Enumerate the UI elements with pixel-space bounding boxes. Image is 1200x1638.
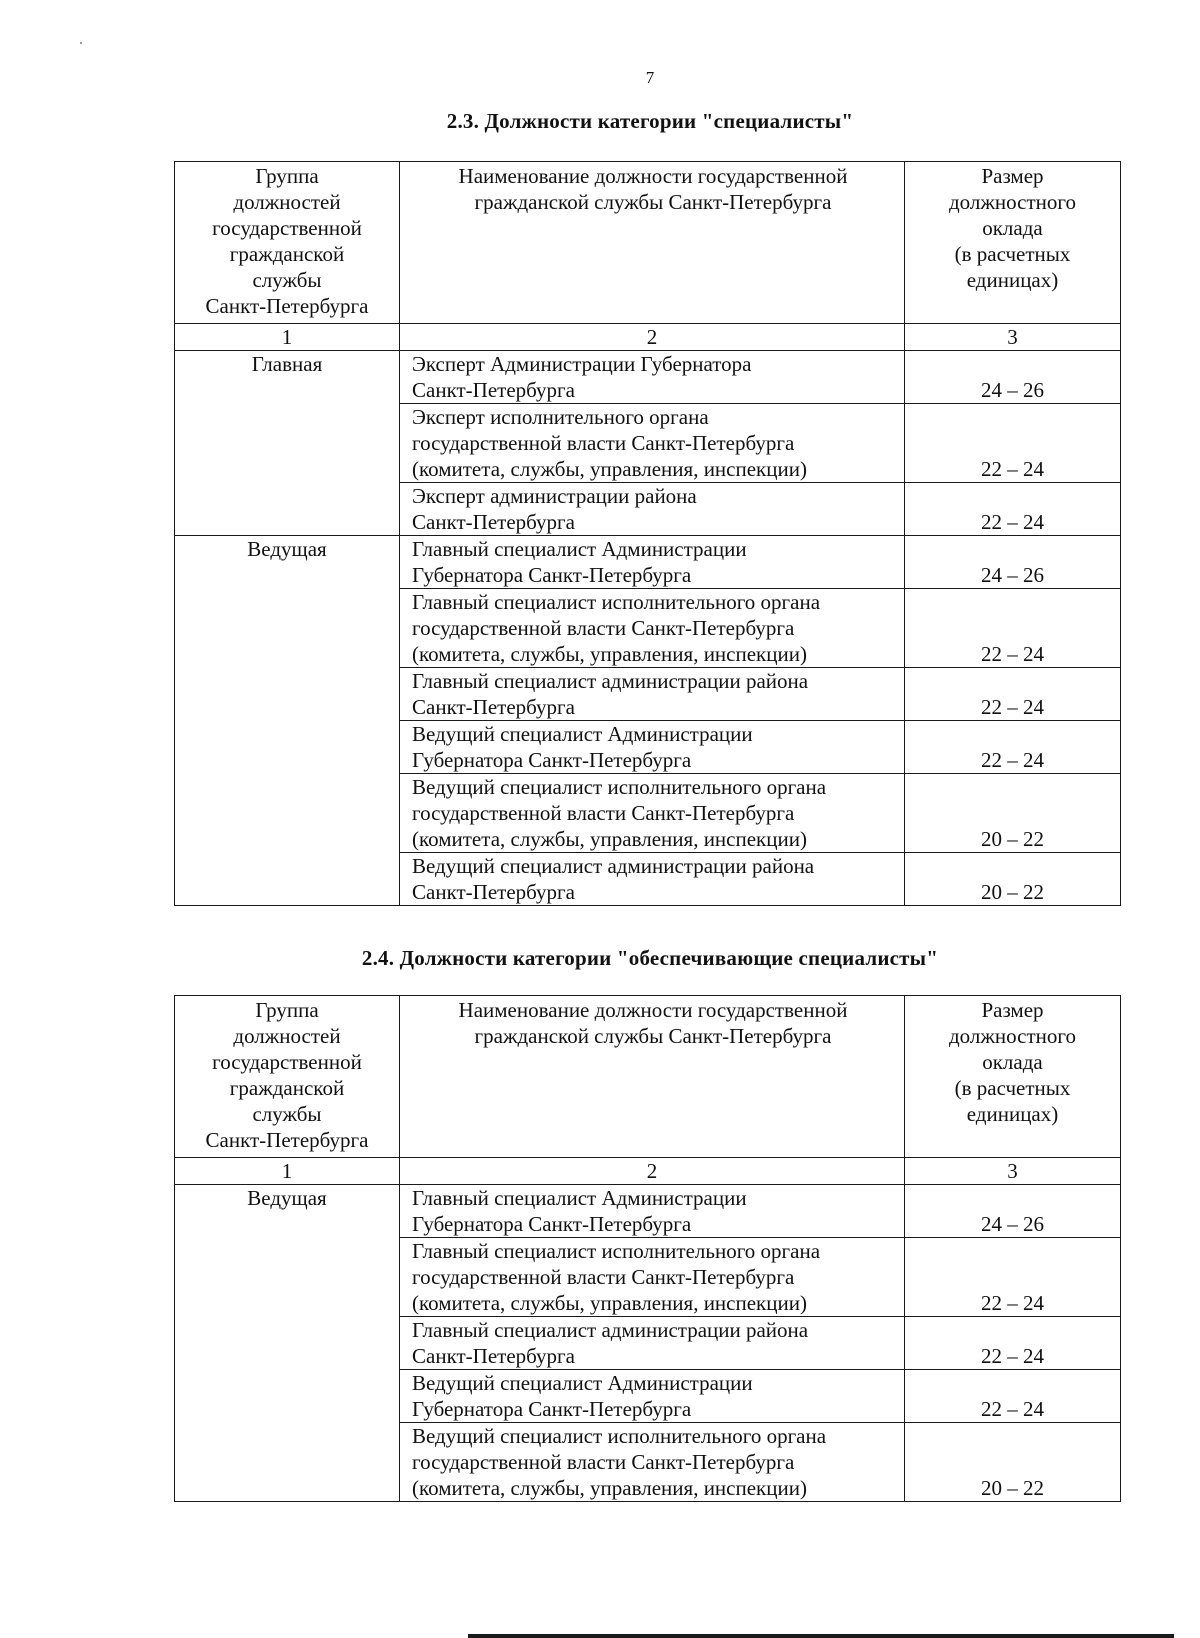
- cell-text-line: государственной власти Санкт-Петербурга: [412, 1265, 795, 1289]
- cell-text-line: (комитета, службы, управления, инспекции): [412, 1476, 807, 1500]
- table-row: [175, 351, 1121, 404]
- position-name-cell: [400, 351, 905, 404]
- cell-text-line: Ведущий специалист исполнительного органа: [412, 1424, 827, 1448]
- group-continuation-cell: [175, 721, 400, 774]
- cell-text-line: государственной власти Санкт-Петербурга: [412, 616, 795, 640]
- cell-text-line: Санкт-Петербурга: [412, 695, 575, 719]
- cell-text-line: Санкт-Петербурга: [412, 510, 575, 534]
- salary-range-cell: 22 – 24: [905, 721, 1121, 774]
- positions-table-support-specialists: [174, 995, 1121, 1502]
- salary-range-cell: 24 – 26: [905, 536, 1121, 589]
- cell-text-line: Эксперт исполнительного органа: [412, 405, 709, 429]
- cell-text-line: Санкт-Петербурга: [205, 294, 369, 318]
- salary-range-cell: 22 – 24: [905, 1238, 1121, 1317]
- cell-text-line: Санкт-Петербурга: [412, 1344, 575, 1368]
- cell-text-line: Главный специалист исполнительного органа: [412, 1239, 821, 1263]
- cell-text-line: (комитета, службы, управления, инспекции): [412, 642, 807, 666]
- page-bottom-rule: [468, 1634, 1174, 1638]
- header-group-cell: [175, 162, 400, 324]
- cell-text-line: должностного: [949, 1024, 1076, 1048]
- cell-text-line: Ведущий специалист администрации района: [412, 854, 815, 878]
- column-number-cell: 1: [175, 324, 400, 351]
- cell-text-line: Главный специалист администрации района: [412, 669, 809, 693]
- position-name-cell: [400, 589, 905, 668]
- cell-text-line: государственной власти Санкт-Петербурга: [412, 431, 795, 455]
- group-label-cell: Ведущая: [175, 1185, 400, 1238]
- cell-text-line: службы: [252, 268, 322, 292]
- table-row: [175, 483, 1121, 536]
- cell-text-line: гражданской службы Санкт-Петербурга: [474, 1024, 832, 1048]
- cell-text-line: Ведущий специалист Администрации: [412, 722, 753, 746]
- header-value-cell: [905, 996, 1121, 1158]
- group-continuation-cell: [175, 1238, 400, 1317]
- cell-text-line: службы: [252, 1102, 322, 1126]
- position-name-cell: [400, 668, 905, 721]
- cell-text-line: Санкт-Петербурга: [412, 880, 575, 904]
- cell-text-line: Главный специалист администрации района: [412, 1318, 809, 1342]
- cell-text-line: должностного: [949, 190, 1076, 214]
- group-continuation-cell: [175, 404, 400, 483]
- section-title-specialists: 2.3. Должности категории "специалисты": [446, 109, 854, 133]
- group-continuation-cell: [175, 853, 400, 906]
- cell-text-line: (в расчетных: [954, 1076, 1071, 1100]
- table-header-row: [175, 996, 1121, 1158]
- cell-text-line: государственной власти Санкт-Петербурга: [412, 1450, 795, 1474]
- section-title-support-specialists: 2.4. Должности категории "обеспечивающие специалисты": [361, 946, 939, 970]
- group-continuation-cell: [175, 589, 400, 668]
- scan-artifact: [80, 42, 82, 44]
- column-number-cell: 2: [400, 324, 905, 351]
- cell-text-line: Главный специалист Администрации: [412, 1186, 747, 1210]
- table-row: [175, 774, 1121, 853]
- salary-range-cell: 22 – 24: [905, 483, 1121, 536]
- cell-text-line: (в расчетных: [954, 242, 1071, 266]
- cell-text-line: Размер: [981, 998, 1044, 1022]
- position-name-cell: [400, 853, 905, 906]
- salary-range-cell: 20 – 22: [905, 1423, 1121, 1502]
- cell-text-line: Размер: [981, 164, 1044, 188]
- cell-text-line: (комитета, службы, управления, инспекции): [412, 1291, 807, 1315]
- column-number-row: [175, 324, 1121, 351]
- header-group-cell: [175, 996, 400, 1158]
- column-number-cell: 2: [400, 1158, 905, 1185]
- page-number: 7: [645, 68, 655, 87]
- cell-text-line: Главный специалист исполнительного органа: [412, 590, 821, 614]
- salary-range-cell: 22 – 24: [905, 668, 1121, 721]
- table-row: [175, 1238, 1121, 1317]
- position-name-cell: [400, 1423, 905, 1502]
- table-row: [175, 853, 1121, 906]
- cell-text-line: Наименование должности государственной: [458, 164, 848, 188]
- group-continuation-cell: [175, 1423, 400, 1502]
- cell-text-line: Главный специалист Администрации: [412, 537, 747, 561]
- position-name-cell: [400, 1185, 905, 1238]
- salary-range-cell: 22 – 24: [905, 404, 1121, 483]
- table-row: [175, 1370, 1121, 1423]
- cell-text-line: Группа: [255, 164, 319, 188]
- cell-text-line: Эксперт администрации района: [412, 484, 697, 508]
- cell-text-line: гражданской: [229, 1076, 345, 1100]
- cell-text-line: единицах): [966, 1102, 1059, 1126]
- cell-text-line: Губернатора Санкт-Петербурга: [412, 1397, 692, 1421]
- cell-text-line: Ведущий специалист Администрации: [412, 1371, 753, 1395]
- cell-text-line: должностей: [233, 190, 341, 214]
- group-continuation-cell: [175, 483, 400, 536]
- table-row: [175, 721, 1121, 774]
- salary-range-cell: 24 – 26: [905, 351, 1121, 404]
- column-number-cell: 3: [905, 1158, 1121, 1185]
- table-row: [175, 1317, 1121, 1370]
- table-row: [175, 1423, 1121, 1502]
- cell-text-line: оклада: [982, 1050, 1043, 1074]
- group-label-cell: Главная: [175, 351, 400, 404]
- cell-text-line: Санкт-Петербурга: [412, 378, 575, 402]
- cell-text-line: государственной: [212, 216, 362, 240]
- cell-text-line: (комитета, службы, управления, инспекции): [412, 457, 807, 481]
- cell-text-line: Группа: [255, 998, 319, 1022]
- column-number-cell: 3: [905, 324, 1121, 351]
- cell-text-line: должностей: [233, 1024, 341, 1048]
- table-row: [175, 1185, 1121, 1238]
- cell-text-line: государственной власти Санкт-Петербурга: [412, 801, 795, 825]
- position-name-cell: [400, 536, 905, 589]
- position-name-cell: [400, 1317, 905, 1370]
- group-continuation-cell: [175, 1370, 400, 1423]
- salary-range-cell: 20 – 22: [905, 774, 1121, 853]
- cell-text-line: гражданской: [229, 242, 345, 266]
- group-continuation-cell: [175, 1317, 400, 1370]
- salary-range-cell: 22 – 24: [905, 1370, 1121, 1423]
- salary-range-cell: 22 – 24: [905, 589, 1121, 668]
- group-continuation-cell: [175, 668, 400, 721]
- positions-table-specialists: [174, 161, 1121, 906]
- header-name-cell: [400, 996, 905, 1158]
- table-header-row: [175, 162, 1121, 324]
- salary-range-cell: 24 – 26: [905, 1185, 1121, 1238]
- position-name-cell: [400, 483, 905, 536]
- cell-text-line: Губернатора Санкт-Петербурга: [412, 748, 692, 772]
- cell-text-line: оклада: [982, 216, 1043, 240]
- column-number-cell: 1: [175, 1158, 400, 1185]
- cell-text-line: государственной: [212, 1050, 362, 1074]
- cell-text-line: Санкт-Петербурга: [205, 1128, 369, 1152]
- salary-range-cell: 20 – 22: [905, 853, 1121, 906]
- salary-range-cell: 22 – 24: [905, 1317, 1121, 1370]
- header-name-cell: [400, 162, 905, 324]
- header-value-cell: [905, 162, 1121, 324]
- table-row: [175, 536, 1121, 589]
- position-name-cell: [400, 721, 905, 774]
- table-row: [175, 589, 1121, 668]
- group-continuation-cell: [175, 774, 400, 853]
- cell-text-line: (комитета, службы, управления, инспекции): [412, 827, 807, 851]
- cell-text-line: Ведущий специалист исполнительного органа: [412, 775, 827, 799]
- table-row: [175, 404, 1121, 483]
- table-row: [175, 668, 1121, 721]
- position-name-cell: [400, 1238, 905, 1317]
- column-number-row: [175, 1158, 1121, 1185]
- position-name-cell: [400, 774, 905, 853]
- cell-text-line: Губернатора Санкт-Петербурга: [412, 563, 692, 587]
- cell-text-line: гражданской службы Санкт-Петербурга: [474, 190, 832, 214]
- cell-text-line: Наименование должности государственной: [458, 998, 848, 1022]
- position-name-cell: [400, 404, 905, 483]
- cell-text-line: единицах): [966, 268, 1059, 292]
- position-name-cell: [400, 1370, 905, 1423]
- cell-text-line: Эксперт Администрации Губернатора: [412, 352, 752, 376]
- cell-text-line: Губернатора Санкт-Петербурга: [412, 1212, 692, 1236]
- group-label-cell: Ведущая: [175, 536, 400, 589]
